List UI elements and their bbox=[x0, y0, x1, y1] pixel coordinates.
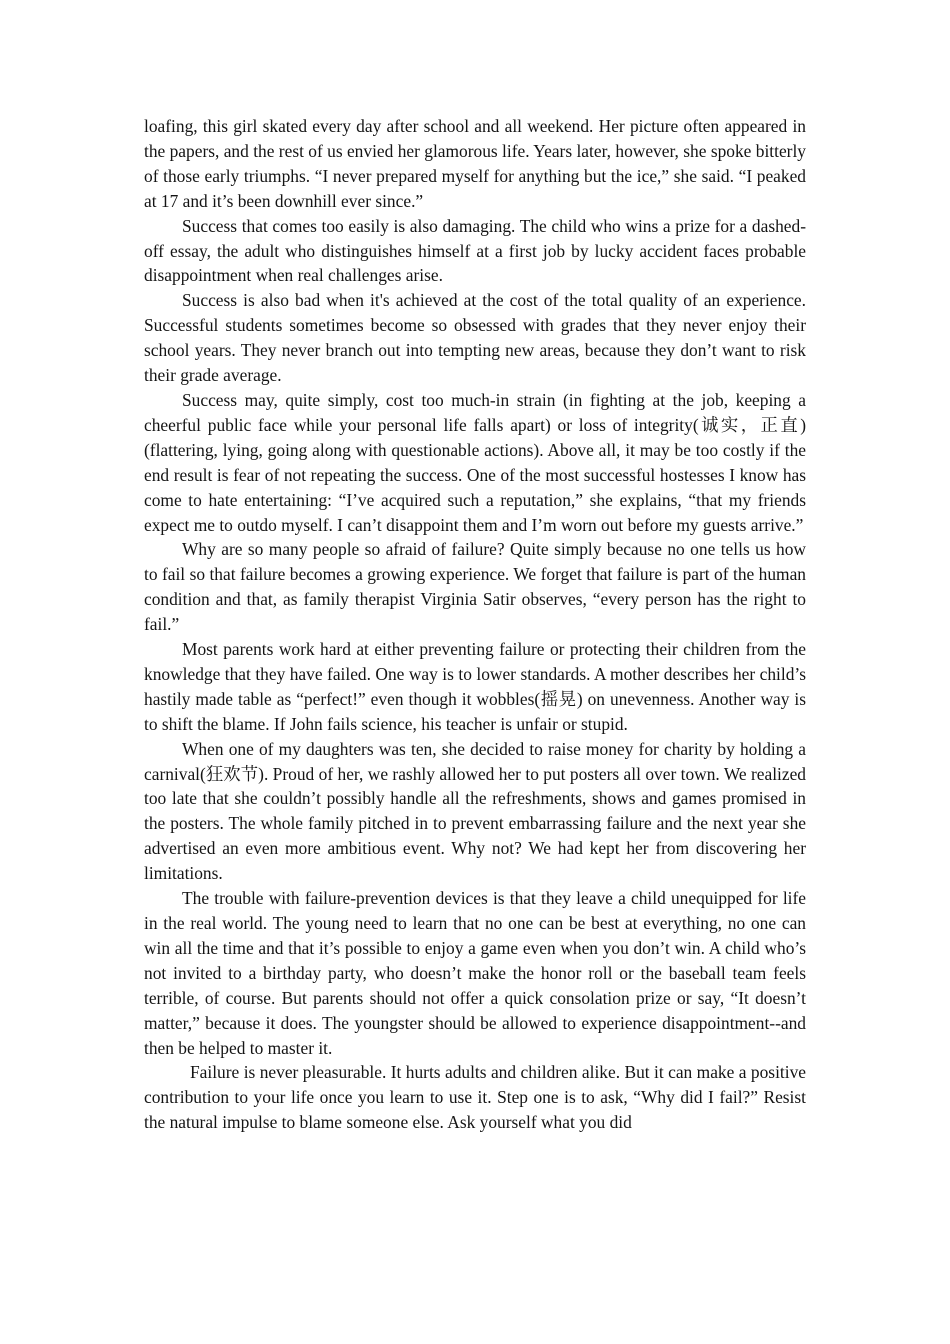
paragraph-9: Failure is never pleasurable. It hurts adults and children alike. But it can make a positive contribution to your life once you learn to use it. Step one is to ask, “Why did I fail?” Resist the natural impulse to blame someone else. Ask yourself what you did bbox=[144, 1062, 806, 1133]
paragraph-6: Most parents work hard at either preventing failure or protecting their children from the knowledge that they have failed. One way is to lower standards. A mother describes her child’s hastily made table as “perfect!” even though it wobbles(摇晃) on unevenness. Another way is to shift the blame. If John fails science, his teacher is unfair or stupid. bbox=[144, 639, 806, 734]
paragraph-4: Success may, quite simply, cost too much-in strain (in fighting at the job, keeping a cheerful public face while your personal life falls apart) or loss of integrity(诚实，正直)(flattering, lying, going along with questionable actions). Above all, it may be too costly if the end result is fear of not repeating the success. One of the most successful hostesses I know has come to hate entertaining: “I’ve acquired such a reputation,” she explains, “that my friends expect me to outdo myself. I can’t disappoint them and I’m worn out before my guests arrive.” bbox=[144, 389, 806, 535]
paragraph-3: Success is also bad when it's achieved at the cost of the total quality of an experience. Successful students sometimes become so obsessed with grades that they never enjoy their school years. They never branch out into tempting new areas, because they don’t want to risk their grade average. bbox=[144, 290, 806, 386]
document-page bbox=[144, 114, 806, 1135]
paragraph-8: The trouble with failure-prevention devices is that they leave a child unequipped for life in the real world. The young need to learn that no one can be best at everything, no one can win all the time and that it’s possible to enjoy a game even when you don’t win. A child who’s not invited to a birthday party, who doesn’t make the honor roll or the baseball team feels terrible, of course. But parents should not offer a quick consolation prize or say, “It doesn’t matter,” because it does. The youngster should be allowed to experience disappointment--and then be helped to master it. bbox=[144, 888, 806, 1058]
paragraph-2: Success that comes too easily is also damaging. The child who wins a prize for a dashed-off essay, the adult who distinguishes himself at a first job by lucky accident faces probable disappointment when real challenges arise. bbox=[144, 215, 806, 286]
paragraph-5: Why are so many people so afraid of failure? Quite simply because no one tells us how to fail so that failure becomes a growing experience. We forget that failure is part of the human condition and that, as family therapist Virginia Satir observes, “every person has the right to fail.” bbox=[144, 539, 806, 635]
paragraph-7: When one of my daughters was ten, she decided to raise money for charity by holding a carnival(狂欢节). Proud of her, we rashly allowed her to put posters all over town. We realized too late that she couldn’t possibly handle all the refreshments, shows and games promised in the posters. The whole family pitched in to prevent embarrassing failure and the next year she advertised an even more ambitious event. Why not? We had kept her from discovering her limitations. bbox=[144, 738, 806, 884]
paragraph-1: loafing, this girl skated every day after school and all weekend. Her picture often appeared in the papers, and the rest of us envied her glamorous life. Years later, however, she spoke bitterly of those early triumphs. “I never prepared myself for anything but the ice,” she said. “I peaked at 17 and it’s been downhill ever since.” bbox=[144, 116, 806, 211]
